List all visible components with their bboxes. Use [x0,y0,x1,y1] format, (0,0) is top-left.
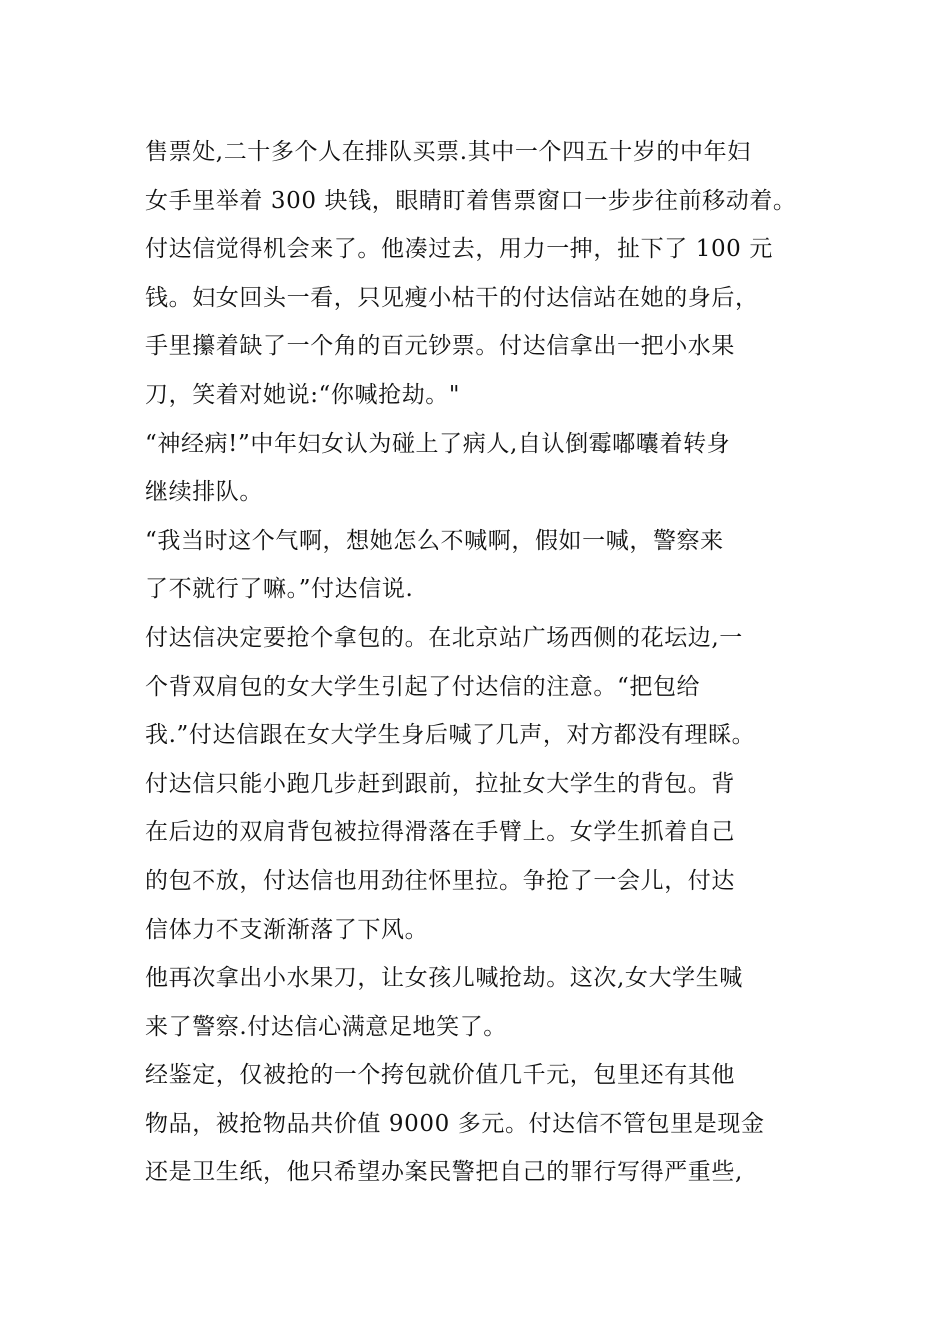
text-line: “神经病!”中年妇女认为碰上了病人,自认倒霉嘟囔着转身 [145,430,731,457]
text-line: 个背双肩包的女大学生引起了付达信的注意。“把包给 [145,673,701,700]
text-line: 手里攥着缺了一个角的百元钞票。付达信拿出一把小水果 [145,333,735,360]
text-line: 付达信决定要抢个拿包的。在北京站广场西侧的花坛边,一 [145,624,743,651]
text-line: 了不就行了嘛。”付达信说. [145,576,414,603]
text-line: 物品，被抢物品共价值 9000 多元。付达信不管包里是现金 [145,1110,765,1137]
document-body-text [145,128,825,1197]
text-line: 钱。妇女回头一看，只见瘦小枯干的付达信站在她的身后， [145,284,759,311]
text-line: 售票处,二十多个人在排队买票.其中一个四五十岁的中年妇 [145,139,751,165]
text-line: 他再次拿出小水果刀，让女孩儿喊抢劫。这次,女大学生喊 [145,965,743,992]
text-line: 刀，笑着对她说:“你喊抢劫。" [145,381,461,408]
text-line: “我当时这个气啊，想她怎么不喊啊，假如一喊，警察来 [145,527,724,554]
text-line: 信体力不支渐渐落了下风。 [145,916,429,943]
text-line: 还是卫生纸，他只希望办案民警把自己的罪行写得严重些, [145,1159,743,1186]
text-line: 经鉴定，仅被抢的一个挎包就价值几千元，包里还有其他 [145,1062,735,1089]
text-line: 的包不放，付达信也用劲往怀里拉。争抢了一会儿，付达 [145,867,735,894]
text-line: 继续排队。 [145,479,263,506]
text-line: 女手里举着 300 块钱，眼睛盯着售票窗口一步步往前移动着。 [145,187,797,214]
text-line: 付达信只能小跑几步赶到跟前，拉扯女大学生的背包。背 [145,770,735,797]
text-line: 我.”付达信跟在女大学生身后喊了几声，对方都没有理睬。 [145,722,756,749]
text-line: 来了警察.付达信心满意足地笑了。 [145,1013,507,1040]
text-line: 在后边的双肩背包被拉得滑落在手臂上。女学生抓着自己 [145,819,735,846]
text-line: 付达信觉得机会来了。他凑过去，用力一抻，扯下了 100 元 [145,236,773,263]
